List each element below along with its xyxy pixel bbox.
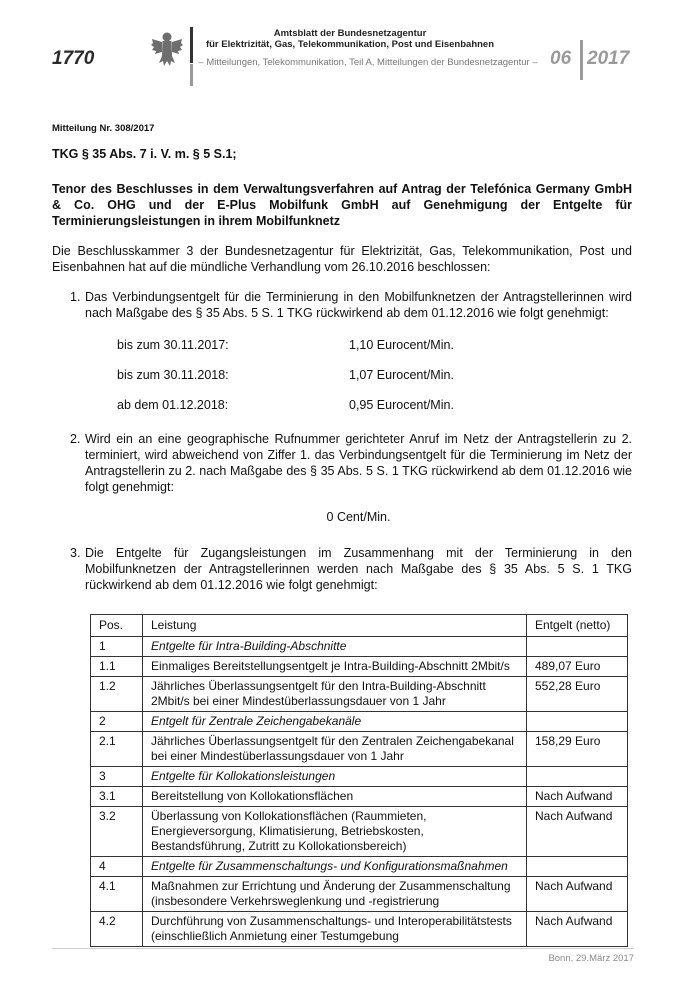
publication-title-line1: Amtsblatt der Bundesnetzagentur xyxy=(273,28,427,39)
table-row xyxy=(91,787,628,807)
cell-fee: 489,07 Euro xyxy=(527,657,628,677)
cell-fee: Nach Aufwand xyxy=(527,807,628,857)
cell-pos: 2.1 xyxy=(91,732,143,767)
footer-divider xyxy=(52,948,634,949)
notice-number: Mitteilung Nr. 308/2017 xyxy=(52,123,155,134)
decision-item-1 xyxy=(52,289,632,413)
cell-service: Durchführung von Zusammenschaltungs- und Interoperabilitätstests (einschließlich Anmietung einer Testumgebung xyxy=(143,912,527,947)
table-row xyxy=(91,877,628,912)
issue-number: 06 xyxy=(550,48,572,69)
cell-fee xyxy=(527,767,628,787)
table-section-row xyxy=(91,637,628,657)
rate-value: 0,95 Eurocent/Min. xyxy=(349,398,454,412)
cell-service: Entgelte für Kollokationsleistungen xyxy=(143,767,527,787)
notice-content xyxy=(52,123,632,947)
publication-subtitle: – Mitteilungen, Telekommunikation, Teil A, Mitteilungen der Bundesnetzagentur – xyxy=(198,57,538,68)
cell-fee xyxy=(527,712,628,732)
decision-intro: Die Beschlusskammer 3 der Bundesnetzagentur für Elektrizität, Gas, Telekommunikation, Post und Eisenbahnen hat auf die mündliche Verhandlung vom 26.10.2016 beschlossen: xyxy=(52,244,632,274)
rate-period: ab dem 01.12.2018: xyxy=(117,398,229,412)
cell-pos: 3 xyxy=(91,767,143,787)
cell-pos: 1.1 xyxy=(91,657,143,677)
table-header-row xyxy=(91,615,628,637)
item-text: Wird ein an eine geographische Rufnummer gerichteter Anruf im Netz der Antragstellerin zu 2. terminiert, wird abweichend von Ziffer 1. das Verbindungsentgelt für die Terminierung im Netz der Antragstellerin zu 2. nach Maßgabe des § 35 Abs. 5 S. 1 TKG rückwirkend ab dem 01.12.2016 wie folgt genehmigt: xyxy=(85,432,632,494)
cell-service: Bereitstellung von Kollokationsflächen xyxy=(143,787,527,807)
item-marker: 2. xyxy=(70,432,81,446)
geographic-rate-value: 0 Cent/Min. xyxy=(326,510,391,524)
item-marker: 3. xyxy=(70,546,81,560)
decision-item-3 xyxy=(52,545,632,593)
decision-title: Tenor des Beschlusses in dem Verwaltungsverfahren auf Antrag der Telefónica Germany GmbH & Co. OHG und der E-Plus Mobilfunk GmbH auf Genehmigung der Entgelte für Terminierungsleistungen in ihrem Mobilfunknetz xyxy=(52,182,632,228)
cell-service: Entgelte für Zusammenschaltungs- und Konfigurationsmaßnahmen xyxy=(143,857,527,877)
cell-service: Entgelte für Intra-Building-Abschnitte xyxy=(143,637,527,657)
cell-service: Jährliches Überlassungsentgelt für den Intra-Building-Abschnitt 2Mbit/s bei einer Mindestüberlassungsdauer von 1 Jahr xyxy=(143,677,527,712)
cell-fee xyxy=(527,857,628,877)
cell-pos: 1 xyxy=(91,637,143,657)
table-section-row xyxy=(91,767,628,787)
cell-pos: 1.2 xyxy=(91,677,143,712)
header-divider xyxy=(190,27,193,63)
cell-service: Maßnahmen zur Errichtung und Änderung der Zusammenschaltung (insbesondere Verkehrsweglenkung und -registrierung xyxy=(143,877,527,912)
rate-period: bis zum 30.11.2018: xyxy=(117,368,229,382)
column-header-service: Leistung xyxy=(143,615,527,637)
cell-fee: Nach Aufwand xyxy=(527,912,628,947)
cell-service: Einmaliges Bereitstellungsentgelt je Intra-Building-Abschnitt 2Mbit/s xyxy=(143,657,527,677)
cell-fee: 552,28 Euro xyxy=(527,677,628,712)
page-number: 1770 xyxy=(52,48,95,69)
rate-value: 1,07 Eurocent/Min. xyxy=(349,368,454,382)
cell-fee: Nach Aufwand xyxy=(527,787,628,807)
decision-item-2 xyxy=(52,431,632,525)
table-row xyxy=(91,807,628,857)
cell-service: Jährliches Überlassungsentgelt für den Zentralen Zeichengabekanal bei einer Mindestüberlassungsdauer von 1 Jahr xyxy=(143,732,527,767)
issue-year: 2017 xyxy=(587,48,630,69)
cell-pos: 3.1 xyxy=(91,787,143,807)
issue-divider xyxy=(580,40,583,80)
rate-row xyxy=(85,367,632,383)
cell-service: Entgelt für Zentrale Zeichengabekanäle xyxy=(143,712,527,732)
rate-list xyxy=(85,337,632,413)
cell-pos: 3.2 xyxy=(91,807,143,857)
item-marker: 1. xyxy=(70,290,81,304)
item-text: Das Verbindungsentgelt für die Terminierung in den Mobilfunknetzen der Antragstellerinnen wird nach Maßgabe des § 35 Abs. 5 S. 1 TKG rückwirkend ab dem 01.12.2016 wie folgt genehmigt: xyxy=(85,290,632,320)
header-divider-lower xyxy=(190,64,193,86)
rate-row xyxy=(85,337,632,353)
table-row xyxy=(91,732,628,767)
rate-row xyxy=(85,397,632,413)
cell-fee: Nach Aufwand xyxy=(527,877,628,912)
cell-pos: 4.1 xyxy=(91,877,143,912)
rate-value: 1,10 Eurocent/Min. xyxy=(349,338,454,352)
footer-place-date: Bonn, 29.März 2017 xyxy=(548,953,634,964)
federal-eagle-icon xyxy=(150,30,184,68)
cell-fee xyxy=(527,637,628,657)
cell-pos: 4 xyxy=(91,857,143,877)
table-row xyxy=(91,677,628,712)
table-section-row xyxy=(91,712,628,732)
table-row xyxy=(91,912,628,947)
table-section-row xyxy=(91,857,628,877)
table-row xyxy=(91,657,628,677)
cell-pos: 4.2 xyxy=(91,912,143,947)
item-text: Die Entgelte für Zugangsleistungen im Zusammenhang mit der Terminierung in den Mobilfunknetzen der Antragstellerinnen werden nach Maßgabe des § 35 Abs. 5 S. 1 TKG rückwirkend ab dem 01.12.2016 wie folgt genehmigt: xyxy=(85,546,632,592)
column-header-pos: Pos. xyxy=(91,615,143,637)
legal-basis: TKG § 35 Abs. 7 i. V. m. § 5 S.1; xyxy=(52,147,237,161)
publication-title xyxy=(200,28,500,50)
cell-fee: 158,29 Euro xyxy=(527,732,628,767)
cell-pos: 2 xyxy=(91,712,143,732)
cell-service: Überlassung von Kollokationsflächen (Raummieten, Energieversorgung, Klimatisierung, Betriebskosten, Bestandsführung, Zutritt zu Kollokationsbereich) xyxy=(143,807,527,857)
column-header-fee: Entgelt (netto) xyxy=(527,615,628,637)
fee-table xyxy=(90,614,628,947)
publication-title-line2: für Elektrizität, Gas, Telekommunikation, Post und Eisenbahnen xyxy=(205,39,495,50)
rate-period: bis zum 30.11.2017: xyxy=(117,338,229,352)
